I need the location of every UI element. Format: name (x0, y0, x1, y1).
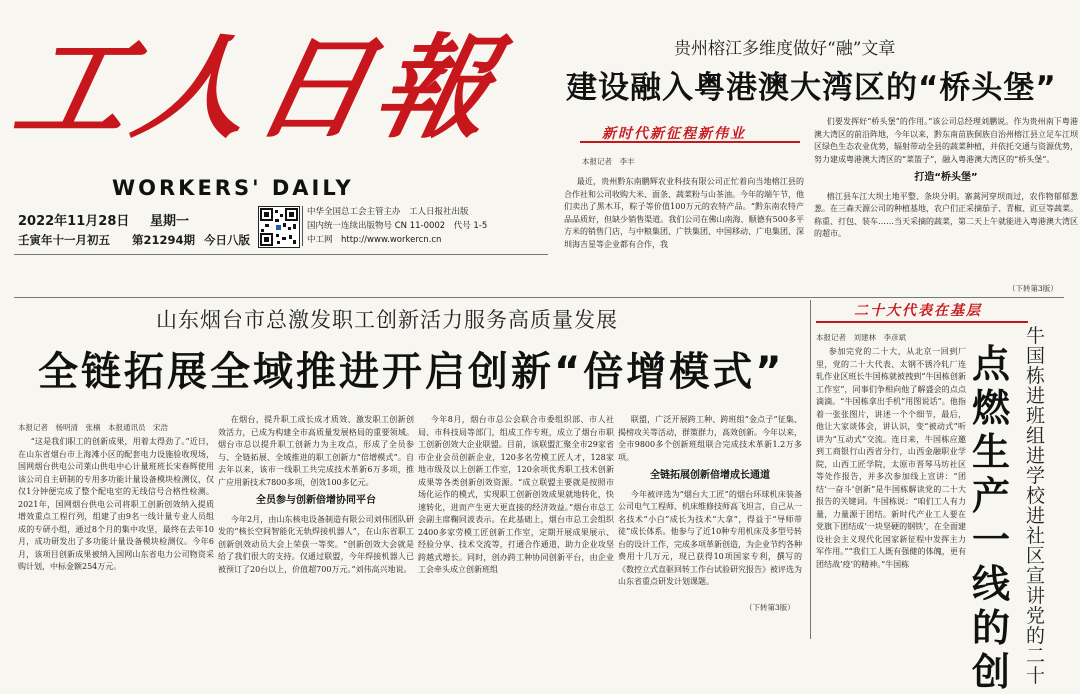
serial-line: 国内统一连续出版物号 CN 11-0002 代号 1-5 (307, 221, 488, 231)
main-story-col-3: 今年8月，烟台市总公会联合市委组织部、市人社局、市科技局等部门，组成工作专班，成立了烟台市职工创新创效大企业联盟。目前，该联盟汇聚全市29家省市企业会员创新企业，120多名劳模工匠人才，128家地市级及以上创新工作室，120余项优秀职工技术创新成果等各类创新创效资源。“成立联盟主要就是按照市场化运作的模式，实现职工创新创效成果就地转化，快速转化，进而产生更大更直接的经济效益。”烟台市总工会副主席鞠同波表示。在此基础上，烟台市总工会组织2400多家劳模工匠创新工作室，定期开展成果展示、经验分享、技术交流等，打通合作通道，助力企业攻坚跨越式增长。同时，创办跨工种协同创新平台，由企业工会牵头成立创新班组 (418, 415, 614, 574)
main-story-col-2: 在烟台，提升职工成长成才质效、激发职工创新创效活力，已成为构建全市高质量发展格局的重要领域。烟台市总以提升职工创新力为主攻点，形成了全员参与、全链拓展、全域推进的职工创新力“倍增模式”。自去年以来，该市一线职工共完成技术革新6万多项，推广应用新技术7800多项，创效100多亿元。 全员参与创新倍增协同平台 今年2月，由山东核电设备制造有限公司刘伟团队研发的“核长空间智能化无轨焊接机器人”，在山东省职工创新创效动员大会上荣获一等奖。“创新创效大会就是给了我们很大的支持。仅通过联盟，今年焊接机器人已被预订了20台以上，价值超700万元。”刘伟高兴地说。 (218, 415, 414, 574)
top-story-byline: 本报记者 李丰 (582, 157, 635, 166)
main-story-subhead-2: 全链拓展创新倍增成长通道 (650, 470, 770, 481)
issue-date: 2022年11月28日 (18, 214, 130, 229)
main-story-col-1: “这是我们职工的创新成果，用着太得劲了。”近日，在山东省烟台市上海滩小区的配套电力设施验收现场，国网烟台供电公司莱山供电中心计量班班长宋春辉使用该公司自主研制的专用多功能计量设备模块检测仪，仅仅1分钟便完成了整个配电室的无线信号合格性检测。2021年，国网烟台供电公司将职工创新创效纳入提质增效重点工程行列，组建了由9名一线计量专业人员组成的专研小组，通过8个月的集中攻坚，最终在去年10月，成功研发出了多功能计量设备模块检测仪。今年6月，该项目创新成果被纳入国网山东省电力公司物资采购计划，中标金额254万元。 (18, 437, 214, 571)
page-count: 今日八版 (204, 233, 250, 247)
top-story-subhead: 打造“桥头堡” (914, 172, 978, 183)
side-column-vertical-kicker: 牛国栋进班组进学校进社区宣讲党的二十 (1026, 325, 1046, 687)
lunar-date: 壬寅年十一月初五 (18, 233, 110, 247)
side-column-divider (810, 300, 811, 639)
issue-weekday: 星期一 (150, 214, 190, 229)
info-divider (302, 206, 303, 246)
top-story-kicker: 贵州榕江多维度做好“融”文章 (674, 39, 896, 59)
main-story-continued: （下转第3版） (745, 603, 795, 612)
issue-number: 第21294期 (132, 233, 196, 247)
masthead (0, 0, 560, 255)
website-line: 中工网 http://www.workercn.cn (307, 235, 442, 245)
newspaper-logo: 工人日報 (4, 23, 513, 154)
side-column-headline: 点燃生产一线的创 (972, 342, 1011, 694)
side-column-body: 参加完党的二十大，从北京一回到厂里，党的二十大代表、太钢不锈冷轧厂连轧作业区班长牛国栋就被拽到“牛国栋创新工作室”，同事们争相向他了解盛会的点点滴滴。“牛国栋拿出手机”用图说话”。他指着一张张图片，讲述一个个细节，最后，他让大家谈体会，讲认识，变“被动式”听讲为“互动式”交流。连日来，牛国栋应邀到工商银行山西省分行，山西金融职业学院，山西工匠学院，太原市晋琴马坊社区等处作报告，并多次参加线上宣讲：“团结‘一奋斗’创新”是牛国栋解读党的二十大报告的关键词。牛国栋说：“咱们工人有力量，力量源于团结。新时代产业工人要在党旗下团结成‘一块坚硬的钢铁’，在全面建设社会主义现代化国家新征程中发挥主力军作用。”“我们工人既有强健的体魄，更有团结战‘疫’的精神。”牛国栋 (816, 347, 966, 569)
qr-code-icon (258, 206, 300, 248)
side-column-byline: 本报记者 刘建林 李彦斌 (816, 333, 906, 342)
masthead-english: WORKERS' DAILY (112, 176, 354, 200)
main-story-subhead-1: 全员参与创新倍增协同平台 (256, 495, 376, 506)
top-story-continued: （下转第3版） (1008, 284, 1058, 293)
main-story-byline: 本报记者 杨明清 张楠 本报通讯员 宋浩 (18, 423, 168, 432)
top-story-col-2: 们要发挥好“桥头堡”的作用。”该公司总经理刘鹏说。作为贵州南下粤港澳大湾区的前沿阵地，今年以来，黔东南苗族侗族自治州榕江县立足车江坝区绿色生态农业优势，辐射带动全县的蔬菜种植，并依托交通与资源优势，努力建成粤港澳大湾区的“菜篮子”，融入粤港澳大湾区的“桥头堡”。 打造“桥头堡” 榕江县车江大坝土地平整、条块分明。寨蒿河穿坝而过，农作物郁郁葱葱。在三森天源公司的种植基地，农户们正采摘茄子、青椒、豇豆等蔬菜。称重、打包、装车……当天采摘的蔬菜，第二天上午就能进入粤港澳大湾区的超市。 (814, 117, 1078, 238)
main-story-col-4: 联盟，广泛开展跨工种、跨班组“金点子”征集、揭榜攻关等活动，群策群力，高效创新。今年以来，全市9800多个创新班组联合完成技术革新1.2万多项。 全链拓展创新倍增成长通道 今年被评选为“烟台大工匠”的烟台环球机床装备公司电气工程师、机床维修技师高飞坦言，自己从一名技术“小白”成长为技术“大拿”，得益于“导师带徒”成长体系。他参与了近10种专用机床及多型号转台的设计工作，完成多项革新创造，为企业节约各种费用十几万元，现已获得10项国家专利，撰写的《数控立式直驱回转工作台试验研究报告》被评选为山东省重点研发计划课题。 (618, 415, 802, 586)
top-story (560, 0, 1080, 295)
top-story-headline: 建设融入粤港澳大湾区的“桥头堡” (566, 70, 1057, 106)
main-story (0, 298, 810, 639)
top-column-tag: 新时代新征程新伟业 (580, 122, 800, 142)
main-story-headline: 全链拓展全域推进开启创新“倍增模式” (38, 349, 785, 395)
side-column-tag: 二十大代表在基层 (816, 298, 1066, 324)
top-story-col-1: 最近，贵州黔东南鹏辉农业科技有限公司正忙着向当地榕江县的合作社和公司收购大米、面条、蔬菜粉与山茶油。今年的端午节，他们卖出了黑木耳，粽子等价值100万元的农特产品。“黔东南农特产品品质好，但缺少销售渠道。我们公司在佛山南海、顺德有500多平方米的销售门店，与中粮集团、广铁集团、中国移动、广电集团、深圳海吉星等企业都有合作，我 (564, 177, 804, 249)
side-column (812, 298, 1080, 694)
main-story-kicker: 山东烟台市总激发职工创新活力服务高质量发展 (156, 308, 618, 332)
publisher-line: 中华全国总工会主管主办 工人日报社出版 (307, 207, 469, 217)
masthead-bottom-rule (14, 254, 548, 255)
